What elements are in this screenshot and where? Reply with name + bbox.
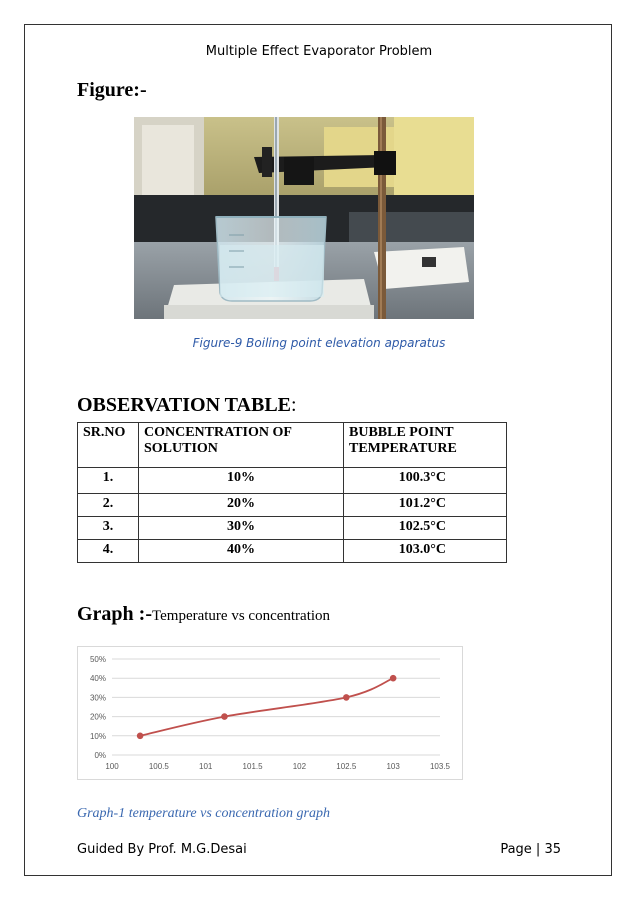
table-cell: 4. xyxy=(78,540,139,563)
data-point xyxy=(137,733,144,740)
graph-heading xyxy=(77,603,330,626)
graph-caption: Graph-1 temperature vs concentration graph xyxy=(77,806,330,821)
chart-canvas xyxy=(78,647,462,779)
table-cell: 100.3°C xyxy=(344,468,507,494)
table-row xyxy=(78,494,507,517)
x-tick-label: 103.5 xyxy=(429,762,451,771)
table-row xyxy=(78,517,507,540)
table-cell: 10% xyxy=(139,468,344,494)
table-cell: 2. xyxy=(78,494,139,517)
data-point xyxy=(343,694,350,701)
x-tick-label: 100 xyxy=(105,762,119,771)
table-cell: 20% xyxy=(139,494,344,517)
x-tick-label: 103 xyxy=(386,762,400,771)
observation-heading-text: OBSERVATION TABLE xyxy=(77,394,292,416)
footer-page-number: Page | 35 xyxy=(500,842,561,857)
y-tick-label: 30% xyxy=(89,693,106,703)
table-header-cell: CONCENTRATION OF SOLUTION xyxy=(139,423,344,468)
table-cell: 103.0°C xyxy=(344,540,507,563)
x-tick-label: 101 xyxy=(199,762,213,771)
apparatus-photo-illustration xyxy=(134,117,474,319)
graph-subheading: Temperature vs concentration xyxy=(152,608,331,624)
apparatus-photo xyxy=(134,117,474,319)
table-header-cell: BUBBLE POINT TEMPERATURE xyxy=(344,423,507,468)
page-header: Multiple Effect Evaporator Problem xyxy=(205,44,433,59)
table-cell: 40% xyxy=(139,540,344,563)
table-cell: 30% xyxy=(139,517,344,540)
table-row xyxy=(78,540,507,563)
y-tick-label: 50% xyxy=(89,655,106,664)
figure-caption: Figure-9 Boiling point elevation apparatus xyxy=(192,336,446,350)
x-tick-label: 102 xyxy=(292,762,307,771)
observation-heading-colon: : xyxy=(291,394,297,416)
observation-heading xyxy=(77,394,297,417)
y-tick-label: 20% xyxy=(89,712,106,722)
table-cell: 101.2°C xyxy=(344,494,507,517)
y-tick-label: 40% xyxy=(89,674,106,684)
table-header-cell: SR.NO xyxy=(78,423,139,468)
x-tick-label: 100.5 xyxy=(148,762,169,771)
data-point xyxy=(221,713,228,720)
table-cell: 1. xyxy=(78,468,139,494)
observation-table xyxy=(77,422,507,563)
y-tick-label: 10% xyxy=(89,731,106,741)
line-chart xyxy=(77,646,463,780)
table-header-row xyxy=(78,423,507,468)
x-tick-label: 102.5 xyxy=(336,762,357,771)
x-tick-label: 101.5 xyxy=(242,762,263,771)
series-line xyxy=(140,678,393,736)
figure-heading: Figure:- xyxy=(77,79,147,101)
y-tick-label: 0% xyxy=(94,751,106,760)
footer-guide: Guided By Prof. M.G.Desai xyxy=(77,842,247,857)
table-cell: 102.5°C xyxy=(344,517,507,540)
graph-heading-text: Graph :- xyxy=(77,603,152,625)
table-cell: 3. xyxy=(78,517,139,540)
data-point xyxy=(390,675,397,682)
table-row xyxy=(78,468,507,494)
